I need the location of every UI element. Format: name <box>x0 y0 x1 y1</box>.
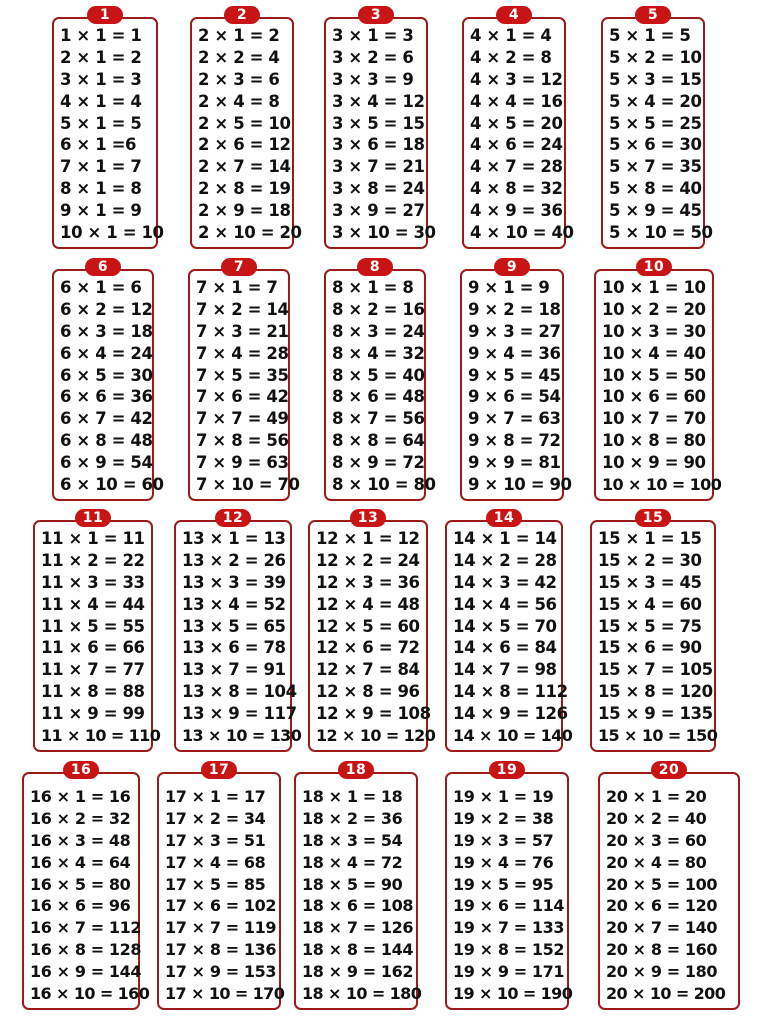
table-row: 5 × 3 = 15 <box>609 69 702 89</box>
table-row: 7 × 10 = 70 <box>196 475 300 495</box>
table-row: 19 × 7 = 133 <box>453 918 565 938</box>
table-row: 9 × 1 = 9 <box>60 201 142 221</box>
table-8 <box>324 258 436 501</box>
table-number-badge: 13 <box>350 509 386 527</box>
table-20 <box>598 761 740 1010</box>
table-row: 11 × 9 = 99 <box>41 704 145 724</box>
table-row: 20 × 10 = 200 <box>606 984 726 1004</box>
table-row: 9 × 9 = 81 <box>468 453 561 473</box>
table-row: 4 × 5 = 20 <box>470 113 563 133</box>
table-row: 10 × 6 = 60 <box>602 387 706 407</box>
table-13 <box>308 509 436 752</box>
table-row: 9 × 7 = 63 <box>468 409 561 429</box>
table-row: 4 × 4 = 16 <box>470 91 563 111</box>
table-row: 7 × 5 = 35 <box>196 365 289 385</box>
table-box <box>598 772 740 1010</box>
table-row: 18 × 3 = 54 <box>302 830 403 850</box>
table-row: 10 × 10 = 100 <box>602 475 722 495</box>
table-row: 8 × 9 = 72 <box>332 453 425 473</box>
table-7 <box>188 258 300 501</box>
table-row: 5 × 4 = 20 <box>609 91 702 111</box>
table-row: 9 × 5 = 45 <box>468 365 561 385</box>
table-row: 3 × 2 = 6 <box>332 47 414 67</box>
table-number-badge: 1 <box>87 6 123 24</box>
table-row: 14 × 10 = 140 <box>453 726 573 746</box>
table-number-badge: 20 <box>651 761 687 779</box>
table-row: 11 × 7 = 77 <box>41 660 145 680</box>
table-row: 2 × 2 = 4 <box>198 47 280 67</box>
table-row: 6 × 8 = 48 <box>60 431 153 451</box>
table-row: 14 × 8 = 112 <box>453 682 568 702</box>
table-row: 20 × 4 = 80 <box>606 852 707 872</box>
table-box <box>188 269 300 501</box>
table-row: 17 × 10 = 170 <box>165 984 285 1004</box>
table-row: 5 × 7 = 35 <box>609 157 702 177</box>
table-row: 6 × 4 = 24 <box>60 343 153 363</box>
table-row: 10 × 9 = 90 <box>602 453 706 473</box>
table-row: 2 × 8 = 19 <box>198 179 291 199</box>
table-row: 19 × 8 = 152 <box>453 940 565 960</box>
table-row: 3 × 5 = 15 <box>332 113 425 133</box>
table-row: 3 × 8 = 24 <box>332 179 425 199</box>
table-row: 3 × 1 = 3 <box>332 26 414 45</box>
table-row: 16 × 8 = 128 <box>30 940 142 960</box>
table-number-badge: 17 <box>201 761 237 779</box>
table-row: 6 × 10 = 60 <box>60 475 164 495</box>
table-row: 4 × 6 = 24 <box>470 135 563 155</box>
table-box <box>601 17 713 249</box>
table-row: 15 × 8 = 120 <box>598 682 713 702</box>
table-row: 7 × 1 = 7 <box>60 157 142 177</box>
table-row: 16 × 10 = 160 <box>30 984 150 1004</box>
table-row: 12 × 1 = 12 <box>316 529 420 548</box>
table-6 <box>52 258 164 501</box>
table-row: 20 × 9 = 180 <box>606 962 718 982</box>
table-row: 1 × 1 = 1 <box>60 26 142 45</box>
table-row: 8 × 8 = 64 <box>332 431 425 451</box>
table-number-badge: 3 <box>358 6 394 24</box>
table-box <box>460 269 572 501</box>
table-number-badge: 11 <box>75 509 111 527</box>
table-row: 12 × 8 = 96 <box>316 682 420 702</box>
table-row: 14 × 9 = 126 <box>453 704 568 724</box>
table-15 <box>590 509 716 752</box>
table-number-badge: 10 <box>636 258 672 276</box>
table-row: 10 × 4 = 40 <box>602 343 706 363</box>
table-box <box>157 772 285 1010</box>
table-row: 4 × 10 = 40 <box>470 223 574 243</box>
table-4 <box>462 6 574 249</box>
table-row: 5 × 6 = 30 <box>609 135 702 155</box>
table-box <box>308 520 436 752</box>
table-row: 13 × 7 = 91 <box>182 660 286 680</box>
table-row: 6 × 9 = 54 <box>60 453 153 473</box>
table-row: 14 × 6 = 84 <box>453 638 557 658</box>
table-18 <box>294 761 422 1010</box>
table-box <box>294 772 422 1010</box>
table-number-badge: 2 <box>224 6 260 24</box>
table-number-badge: 6 <box>85 258 121 276</box>
table-row: 13 × 5 = 65 <box>182 616 286 636</box>
table-row: 15 × 4 = 60 <box>598 594 702 614</box>
table-row: 3 × 7 = 21 <box>332 157 425 177</box>
table-row: 2 × 1 = 2 <box>198 26 280 45</box>
table-row: 18 × 9 = 162 <box>302 962 414 982</box>
table-row: 7 × 8 = 56 <box>196 431 289 451</box>
table-row: 15 × 9 = 135 <box>598 704 713 724</box>
table-row: 18 × 10 = 180 <box>302 984 422 1004</box>
table-number-badge: 9 <box>494 258 530 276</box>
table-row: 15 × 6 = 90 <box>598 638 702 658</box>
table-row: 4 × 1 = 4 <box>60 91 142 111</box>
table-row: 11 × 5 = 55 <box>41 616 145 636</box>
table-row: 14 × 3 = 42 <box>453 572 557 592</box>
table-row: 20 × 7 = 140 <box>606 918 718 938</box>
table-row: 6 × 5 = 30 <box>60 365 153 385</box>
table-box <box>445 520 573 752</box>
table-row: 6 × 1 = 6 <box>60 278 142 297</box>
table-row: 10 × 8 = 80 <box>602 431 706 451</box>
table-row: 10 × 5 = 50 <box>602 365 706 385</box>
table-row: 8 × 3 = 24 <box>332 321 425 341</box>
table-row: 13 × 9 = 117 <box>182 704 297 724</box>
table-row: 14 × 5 = 70 <box>453 616 557 636</box>
table-row: 3 × 3 = 9 <box>332 69 414 89</box>
table-row: 3 × 1 = 3 <box>60 69 142 89</box>
table-row: 3 × 10 = 30 <box>332 223 436 243</box>
table-row: 6 × 6 = 36 <box>60 387 153 407</box>
table-row: 16 × 4 = 64 <box>30 852 131 872</box>
table-box <box>33 520 161 752</box>
table-row: 8 × 10 = 80 <box>332 475 436 495</box>
table-row: 18 × 8 = 144 <box>302 940 414 960</box>
table-row: 7 × 6 = 42 <box>196 387 289 407</box>
table-row: 5 × 9 = 45 <box>609 201 702 221</box>
table-row: 10 × 1 = 10 <box>602 278 706 297</box>
table-row: 8 × 1 = 8 <box>60 179 142 199</box>
table-row: 12 × 2 = 24 <box>316 550 420 570</box>
table-row: 12 × 9 = 108 <box>316 704 431 724</box>
table-row: 18 × 4 = 72 <box>302 852 403 872</box>
table-9 <box>460 258 572 501</box>
table-5 <box>601 6 713 249</box>
table-row: 11 × 4 = 44 <box>41 594 145 614</box>
table-row: 4 × 9 = 36 <box>470 201 563 221</box>
table-row: 2 × 10 = 20 <box>198 223 302 243</box>
table-row: 19 × 1 = 19 <box>453 787 554 806</box>
table-row: 5 × 10 = 50 <box>609 223 713 243</box>
table-3 <box>324 6 436 249</box>
table-row: 8 × 4 = 32 <box>332 343 425 363</box>
table-row: 9 × 8 = 72 <box>468 431 561 451</box>
table-box <box>324 17 436 249</box>
table-row: 19 × 3 = 57 <box>453 830 554 850</box>
table-box <box>445 772 573 1010</box>
table-row: 2 × 3 = 6 <box>198 69 280 89</box>
table-row: 8 × 1 = 8 <box>332 278 414 297</box>
table-number-badge: 18 <box>338 761 374 779</box>
table-row: 17 × 7 = 119 <box>165 918 277 938</box>
table-row: 19 × 6 = 114 <box>453 896 565 916</box>
table-row: 17 × 3 = 51 <box>165 830 266 850</box>
table-row: 12 × 7 = 84 <box>316 660 420 680</box>
table-row: 5 × 1 = 5 <box>609 26 691 45</box>
table-row: 15 × 5 = 75 <box>598 616 702 636</box>
table-row: 16 × 5 = 80 <box>30 874 131 894</box>
table-box <box>22 772 150 1010</box>
table-row: 8 × 2 = 16 <box>332 299 425 319</box>
table-row: 5 × 2 = 10 <box>609 47 702 67</box>
table-row: 11 × 1 = 11 <box>41 529 145 548</box>
table-12 <box>174 509 302 752</box>
table-row: 5 × 1 = 5 <box>60 113 142 133</box>
table-box <box>590 520 716 752</box>
table-row: 19 × 5 = 95 <box>453 874 554 894</box>
table-row: 13 × 2 = 26 <box>182 550 286 570</box>
table-17 <box>157 761 285 1010</box>
table-row: 7 × 2 = 14 <box>196 299 289 319</box>
table-row: 12 × 5 = 60 <box>316 616 420 636</box>
table-row: 3 × 6 = 18 <box>332 135 425 155</box>
table-row: 17 × 8 = 136 <box>165 940 277 960</box>
table-row: 10 × 2 = 20 <box>602 299 706 319</box>
table-row: 2 × 9 = 18 <box>198 201 291 221</box>
table-row: 3 × 9 = 27 <box>332 201 425 221</box>
table-row: 19 × 4 = 76 <box>453 852 554 872</box>
table-row: 8 × 7 = 56 <box>332 409 425 429</box>
table-row: 13 × 8 = 104 <box>182 682 297 702</box>
table-box <box>52 17 164 249</box>
table-row: 2 × 6 = 12 <box>198 135 291 155</box>
table-number-badge: 8 <box>357 258 393 276</box>
table-14 <box>445 509 573 752</box>
table-row: 10 × 3 = 30 <box>602 321 706 341</box>
table-box <box>324 269 436 501</box>
table-row: 18 × 6 = 108 <box>302 896 414 916</box>
table-row: 20 × 3 = 60 <box>606 830 707 850</box>
table-row: 17 × 1 = 17 <box>165 787 266 806</box>
table-row: 17 × 6 = 102 <box>165 896 277 916</box>
table-row: 16 × 7 = 112 <box>30 918 142 938</box>
table-row: 16 × 3 = 48 <box>30 830 131 850</box>
table-row: 6 × 1 =6 <box>60 135 137 155</box>
table-row: 8 × 5 = 40 <box>332 365 425 385</box>
table-box <box>594 269 722 501</box>
table-row: 4 × 7 = 28 <box>470 157 563 177</box>
table-row: 4 × 1 = 4 <box>470 26 552 45</box>
table-row: 9 × 10 = 90 <box>468 475 572 495</box>
table-row: 15 × 1 = 15 <box>598 529 702 548</box>
table-row: 17 × 2 = 34 <box>165 808 266 828</box>
table-row: 10 × 7 = 70 <box>602 409 706 429</box>
table-19 <box>445 761 573 1010</box>
table-row: 20 × 6 = 120 <box>606 896 718 916</box>
table-row: 6 × 3 = 18 <box>60 321 153 341</box>
table-row: 12 × 6 = 72 <box>316 638 420 658</box>
table-row: 4 × 8 = 32 <box>470 179 563 199</box>
table-row: 18 × 7 = 126 <box>302 918 414 938</box>
table-row: 20 × 5 = 100 <box>606 874 718 894</box>
table-number-badge: 4 <box>496 6 532 24</box>
table-row: 9 × 1 = 9 <box>468 278 550 297</box>
table-row: 11 × 10 = 110 <box>41 726 161 746</box>
table-row: 10 × 1 = 10 <box>60 223 164 243</box>
table-row: 5 × 8 = 40 <box>609 179 702 199</box>
table-row: 14 × 1 = 14 <box>453 529 557 548</box>
table-1 <box>52 6 164 249</box>
table-row: 12 × 3 = 36 <box>316 572 420 592</box>
table-row: 17 × 9 = 153 <box>165 962 277 982</box>
table-row: 20 × 1 = 20 <box>606 787 707 806</box>
table-row: 13 × 10 = 130 <box>182 726 302 746</box>
table-row: 4 × 3 = 12 <box>470 69 563 89</box>
table-row: 2 × 4 = 8 <box>198 91 280 111</box>
table-row: 14 × 2 = 28 <box>453 550 557 570</box>
table-row: 2 × 1 = 2 <box>60 47 142 67</box>
table-row: 8 × 6 = 48 <box>332 387 425 407</box>
table-row: 16 × 9 = 144 <box>30 962 142 982</box>
table-row: 6 × 2 = 12 <box>60 299 153 319</box>
table-number-badge: 16 <box>63 761 99 779</box>
table-row: 18 × 1 = 18 <box>302 787 403 806</box>
table-number-badge: 15 <box>635 509 671 527</box>
table-box <box>174 520 302 752</box>
table-row: 16 × 1 = 16 <box>30 787 131 806</box>
table-row: 19 × 2 = 38 <box>453 808 554 828</box>
table-row: 14 × 7 = 98 <box>453 660 557 680</box>
table-row: 5 × 5 = 25 <box>609 113 702 133</box>
table-box <box>52 269 164 501</box>
table-row: 4 × 2 = 8 <box>470 47 552 67</box>
table-number-badge: 19 <box>489 761 525 779</box>
table-row: 15 × 3 = 45 <box>598 572 702 592</box>
table-row: 15 × 7 = 105 <box>598 660 713 680</box>
table-row: 9 × 2 = 18 <box>468 299 561 319</box>
table-row: 18 × 5 = 90 <box>302 874 403 894</box>
table-row: 14 × 4 = 56 <box>453 594 557 614</box>
table-row: 15 × 10 = 150 <box>598 726 718 746</box>
table-number-badge: 5 <box>635 6 671 24</box>
table-number-badge: 7 <box>221 258 257 276</box>
table-2 <box>190 6 302 249</box>
table-row: 11 × 6 = 66 <box>41 638 145 658</box>
table-11 <box>33 509 161 752</box>
table-row: 7 × 3 = 21 <box>196 321 289 341</box>
table-box <box>190 17 302 249</box>
table-row: 17 × 5 = 85 <box>165 874 266 894</box>
table-row: 11 × 8 = 88 <box>41 682 145 702</box>
table-row: 13 × 1 = 13 <box>182 529 286 548</box>
table-row: 9 × 3 = 27 <box>468 321 561 341</box>
table-row: 16 × 2 = 32 <box>30 808 131 828</box>
table-row: 7 × 7 = 49 <box>196 409 289 429</box>
table-row: 20 × 2 = 40 <box>606 808 707 828</box>
table-row: 19 × 10 = 190 <box>453 984 573 1004</box>
table-row: 2 × 5 = 10 <box>198 113 291 133</box>
table-row: 9 × 6 = 54 <box>468 387 561 407</box>
table-number-badge: 14 <box>486 509 522 527</box>
table-16 <box>22 761 150 1010</box>
table-row: 13 × 6 = 78 <box>182 638 286 658</box>
table-row: 18 × 2 = 36 <box>302 808 403 828</box>
table-box <box>462 17 574 249</box>
table-row: 16 × 6 = 96 <box>30 896 131 916</box>
table-row: 12 × 4 = 48 <box>316 594 420 614</box>
table-row: 11 × 2 = 22 <box>41 550 145 570</box>
table-row: 9 × 4 = 36 <box>468 343 561 363</box>
table-row: 12 × 10 = 120 <box>316 726 436 746</box>
table-row: 19 × 9 = 171 <box>453 962 565 982</box>
table-row: 11 × 3 = 33 <box>41 572 145 592</box>
table-row: 2 × 7 = 14 <box>198 157 291 177</box>
table-row: 13 × 4 = 52 <box>182 594 286 614</box>
table-row: 3 × 4 = 12 <box>332 91 425 111</box>
table-row: 13 × 3 = 39 <box>182 572 286 592</box>
table-number-badge: 12 <box>215 509 251 527</box>
table-row: 7 × 9 = 63 <box>196 453 289 473</box>
table-row: 7 × 1 = 7 <box>196 278 278 297</box>
table-row: 6 × 7 = 42 <box>60 409 153 429</box>
table-10 <box>594 258 722 501</box>
table-row: 15 × 2 = 30 <box>598 550 702 570</box>
table-row: 17 × 4 = 68 <box>165 852 266 872</box>
table-row: 20 × 8 = 160 <box>606 940 718 960</box>
table-row: 7 × 4 = 28 <box>196 343 289 363</box>
